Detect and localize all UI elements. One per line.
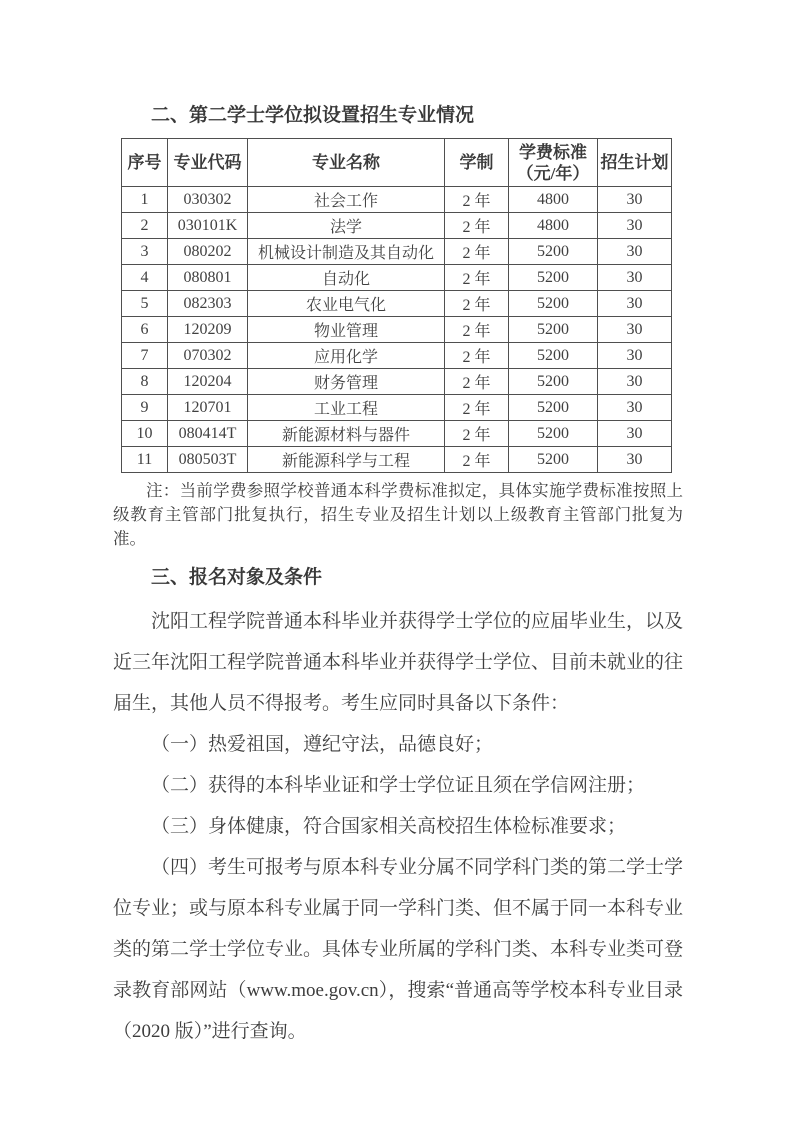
cell-duration: 2 年 — [445, 447, 509, 473]
cell-plan: 30 — [598, 317, 672, 343]
cell-tuition: 5200 — [509, 421, 598, 447]
cell-name: 工业工程 — [248, 395, 445, 421]
cell-name: 财务管理 — [248, 369, 445, 395]
cell-plan: 30 — [598, 447, 672, 473]
cell-tuition: 4800 — [509, 213, 598, 239]
cell-plan: 30 — [598, 265, 672, 291]
condition-3: （三）身体健康，符合国家相关高校招生体检标准要求； — [151, 816, 627, 837]
eligibility-paragraph: 沈阳工程学院普通本科毕业并获得学士学位的应届毕业生，以及近三年沈阳工程学院普通本科毕业并获得学士学位、目前未就业的往届生，其他人员不得报考。考生应同时具备以下条件： — [113, 611, 684, 714]
cell-plan: 30 — [598, 343, 672, 369]
condition-1: （一）热爱祖国，遵纪守法，品德良好； — [151, 734, 494, 755]
cell-seq: 10 — [122, 421, 168, 447]
table-row — [122, 395, 672, 421]
cell-code: 080202 — [168, 239, 248, 265]
cell-tuition: 5200 — [509, 369, 598, 395]
cell-plan: 30 — [598, 395, 672, 421]
majors-table — [121, 138, 672, 473]
table-row — [122, 369, 672, 395]
cell-code: 120209 — [168, 317, 248, 343]
cell-tuition: 5200 — [509, 395, 598, 421]
cell-code: 080503T — [168, 447, 248, 473]
cell-plan: 30 — [598, 187, 672, 213]
cell-name: 新能源材料与器件 — [248, 421, 445, 447]
cell-code: 080801 — [168, 265, 248, 291]
table-row — [122, 421, 672, 447]
cell-duration: 2 年 — [445, 187, 509, 213]
header-name: 专业名称 — [248, 139, 445, 187]
cell-code: 120204 — [168, 369, 248, 395]
header-plan: 招生计划 — [598, 139, 672, 187]
cell-code: 080414T — [168, 421, 248, 447]
table-row — [122, 343, 672, 369]
cell-seq: 7 — [122, 343, 168, 369]
cell-name: 农业电气化 — [248, 291, 445, 317]
header-tuition-line2: （元/年） — [516, 163, 590, 183]
cell-tuition: 5200 — [509, 291, 598, 317]
cell-tuition: 5200 — [509, 239, 598, 265]
cell-code: 120701 — [168, 395, 248, 421]
table-row — [122, 187, 672, 213]
cell-duration: 2 年 — [445, 239, 509, 265]
cell-plan: 30 — [598, 291, 672, 317]
header-duration: 学制 — [445, 139, 509, 187]
cell-code: 030101K — [168, 213, 248, 239]
section3-heading: 三、报名对象及条件 — [151, 567, 323, 588]
cell-duration: 2 年 — [445, 291, 509, 317]
cell-plan: 30 — [598, 421, 672, 447]
table-row — [122, 291, 672, 317]
cell-seq: 8 — [122, 369, 168, 395]
cell-seq: 1 — [122, 187, 168, 213]
table-header-row — [122, 139, 672, 187]
cell-duration: 2 年 — [445, 369, 509, 395]
table-row — [122, 213, 672, 239]
cell-duration: 2 年 — [445, 213, 509, 239]
header-seq: 序号 — [122, 139, 168, 187]
cell-name: 自动化 — [248, 265, 445, 291]
cell-seq: 6 — [122, 317, 168, 343]
table-row — [122, 239, 672, 265]
cell-seq: 4 — [122, 265, 168, 291]
cell-plan: 30 — [598, 213, 672, 239]
table-row — [122, 447, 672, 473]
cell-duration: 2 年 — [445, 317, 509, 343]
condition-4: （四）考生可报考与原本科专业分属不同学科门类的第二学士学位专业；或与原本科专业属于同一学科门类、但不属于同一本科专业类的第二学士学位专业。具体专业所属的学科门类、本科专业类可登录教育部网站（www.moe.gov.cn），搜索“普通高等学校本科专业目录（2020 版）”进行查询。 — [113, 857, 684, 1042]
cell-seq: 5 — [122, 291, 168, 317]
table-row — [122, 317, 672, 343]
header-tuition — [509, 139, 598, 187]
cell-tuition: 4800 — [509, 187, 598, 213]
cell-plan: 30 — [598, 239, 672, 265]
cell-seq: 11 — [122, 447, 168, 473]
section2-heading: 二、第二学士学位拟设置招生专业情况 — [151, 105, 475, 126]
table-row — [122, 265, 672, 291]
cell-name: 新能源科学与工程 — [248, 447, 445, 473]
cell-name: 应用化学 — [248, 343, 445, 369]
cell-seq: 3 — [122, 239, 168, 265]
cell-duration: 2 年 — [445, 421, 509, 447]
tuition-note: 注：当前学费参照学校普通本科学费标准拟定，具体实施学费标准按照上级教育主管部门批复执行，招生专业及招生计划以上级教育主管部门批复为准。 — [113, 481, 683, 548]
condition-2: （二）获得的本科毕业证和学士学位证且须在学信网注册； — [151, 775, 646, 796]
header-code: 专业代码 — [168, 139, 248, 187]
cell-seq: 2 — [122, 213, 168, 239]
cell-tuition: 5200 — [509, 265, 598, 291]
cell-duration: 2 年 — [445, 265, 509, 291]
cell-code: 082303 — [168, 291, 248, 317]
cell-name: 社会工作 — [248, 187, 445, 213]
cell-duration: 2 年 — [445, 395, 509, 421]
cell-name: 机械设计制造及其自动化 — [248, 239, 445, 265]
cell-tuition: 5200 — [509, 317, 598, 343]
cell-plan: 30 — [598, 369, 672, 395]
cell-tuition: 5200 — [509, 447, 598, 473]
cell-code: 070302 — [168, 343, 248, 369]
header-tuition-line1: 学费标准 — [519, 142, 587, 162]
cell-duration: 2 年 — [445, 343, 509, 369]
cell-name: 物业管理 — [248, 317, 445, 343]
cell-name: 法学 — [248, 213, 445, 239]
cell-seq: 9 — [122, 395, 168, 421]
cell-code: 030302 — [168, 187, 248, 213]
cell-tuition: 5200 — [509, 343, 598, 369]
